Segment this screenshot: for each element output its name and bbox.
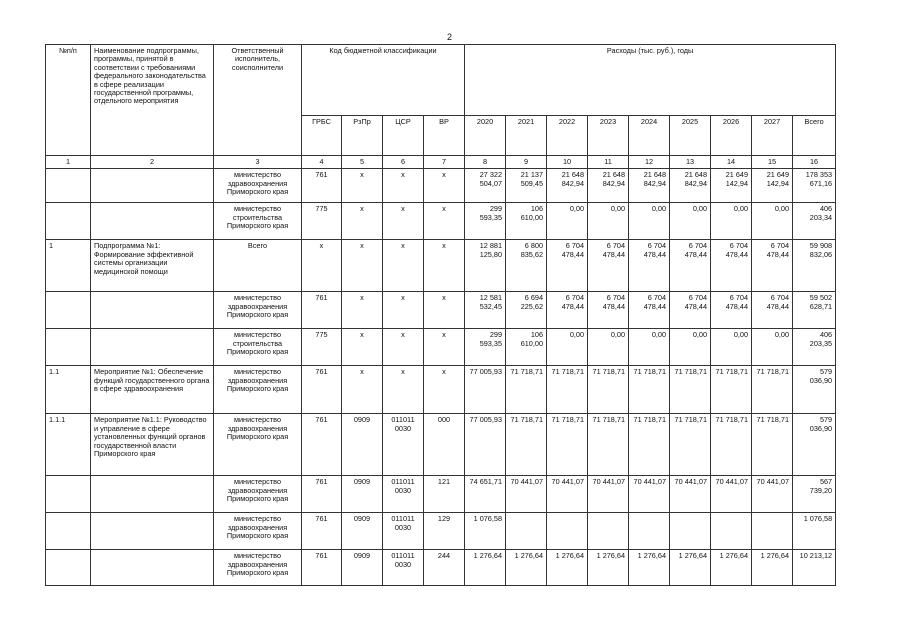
year-value: 299 593,35 [465, 203, 506, 240]
header-year: 2022 [547, 116, 588, 156]
row-name [91, 476, 214, 513]
row-name [91, 513, 214, 550]
total-value: 579 036,90 [793, 366, 836, 414]
row-number: 1 [46, 240, 91, 292]
year-value: 70 441,07 [711, 476, 752, 513]
table-row [46, 240, 836, 292]
header-spend-group: Расходы (тыс. руб.), годы [465, 45, 836, 116]
year-value: 1 276,64 [752, 550, 793, 586]
year-value: 6 704 478,44 [547, 240, 588, 292]
header-total: Всего [793, 116, 836, 156]
year-value: 0,00 [752, 329, 793, 366]
total-value: 1 076,58 [793, 513, 836, 550]
header-executor: Ответственный исполнитель, соисполнители [214, 45, 302, 156]
year-value: 1 276,64 [711, 550, 752, 586]
year-value: 71 718,71 [506, 414, 547, 476]
row-name [91, 292, 214, 329]
year-value: 21 648 842,94 [547, 169, 588, 203]
column-number: 4 [302, 156, 342, 169]
year-value: 6 704 478,44 [711, 292, 752, 329]
year-value: 70 441,07 [506, 476, 547, 513]
year-value: 0,00 [752, 203, 793, 240]
table-row [46, 513, 836, 550]
column-number: 9 [506, 156, 547, 169]
year-value: 0,00 [547, 203, 588, 240]
year-value: 74 651,71 [465, 476, 506, 513]
code-vr: x [424, 169, 465, 203]
year-value [752, 513, 793, 550]
year-value: 6 704 478,44 [588, 240, 629, 292]
row-executor: министерство строительства Приморского края [214, 203, 302, 240]
code-vr: x [424, 366, 465, 414]
year-value: 6 704 478,44 [629, 292, 670, 329]
column-number: 7 [424, 156, 465, 169]
column-number: 1 [46, 156, 91, 169]
header-year: 2025 [670, 116, 711, 156]
code-rzpr: x [342, 240, 383, 292]
row-number [46, 169, 91, 203]
row-executor: министерство здравоохранения Приморского края [214, 292, 302, 329]
row-number [46, 550, 91, 586]
code-vr: 121 [424, 476, 465, 513]
code-rzpr: 0909 [342, 513, 383, 550]
header-name: Наименование подпрограммы, программы, принятой в соответствии с требованиями федерального законодательства в сфере реализации государственной программы, отдельного мероприятия [91, 45, 214, 156]
row-number [46, 476, 91, 513]
row-name: Подпрограмма №1: Формирование эффективной системы организации медицинской помощи [91, 240, 214, 292]
year-value: 1 276,64 [588, 550, 629, 586]
code-csr: x [383, 169, 424, 203]
code-vr: 244 [424, 550, 465, 586]
row-name: Мероприятие №1.1: Руководство и управление в сфере установленных функций органов государственной власти Приморского края [91, 414, 214, 476]
year-value: 0,00 [588, 329, 629, 366]
year-value: 71 718,71 [506, 366, 547, 414]
year-value: 0,00 [670, 329, 711, 366]
year-value: 6 704 478,44 [670, 292, 711, 329]
year-value: 1 276,64 [506, 550, 547, 586]
row-name [91, 169, 214, 203]
header-code-csr: ЦСР [383, 116, 424, 156]
total-value: 406 203,35 [793, 329, 836, 366]
code-rzpr: x [342, 366, 383, 414]
year-value: 21 648 842,94 [670, 169, 711, 203]
year-value: 6 694 225,62 [506, 292, 547, 329]
table-row [46, 476, 836, 513]
column-number: 6 [383, 156, 424, 169]
row-number [46, 513, 91, 550]
total-value: 59 502 628,71 [793, 292, 836, 329]
code-csr: x [383, 329, 424, 366]
year-value: 71 718,71 [711, 414, 752, 476]
code-rzpr: 0909 [342, 550, 383, 586]
column-number: 2 [91, 156, 214, 169]
row-executor: министерство здравоохранения Приморского края [214, 169, 302, 203]
year-value: 77 005,93 [465, 414, 506, 476]
year-value: 6 704 478,44 [711, 240, 752, 292]
code-csr: 011011 0030 [383, 513, 424, 550]
row-number [46, 292, 91, 329]
column-number: 15 [752, 156, 793, 169]
header-year: 2023 [588, 116, 629, 156]
year-value: 0,00 [670, 203, 711, 240]
year-value: 6 704 478,44 [670, 240, 711, 292]
year-value: 1 276,64 [465, 550, 506, 586]
budget-table [45, 44, 836, 586]
column-number: 8 [465, 156, 506, 169]
year-value: 27 322 504,07 [465, 169, 506, 203]
code-csr: x [383, 203, 424, 240]
code-grbs: x [302, 240, 342, 292]
total-value: 59 908 832,06 [793, 240, 836, 292]
code-vr: x [424, 329, 465, 366]
code-csr: 011011 0030 [383, 550, 424, 586]
year-value: 12 581 532,45 [465, 292, 506, 329]
total-value: 579 036,90 [793, 414, 836, 476]
year-value: 106 610,00 [506, 203, 547, 240]
year-value: 71 718,71 [547, 366, 588, 414]
column-number: 5 [342, 156, 383, 169]
year-value: 21 648 842,94 [629, 169, 670, 203]
column-number: 16 [793, 156, 836, 169]
year-value: 71 718,71 [547, 414, 588, 476]
year-value: 70 441,07 [588, 476, 629, 513]
year-value: 0,00 [588, 203, 629, 240]
year-value: 77 005,93 [465, 366, 506, 414]
header-year: 2020 [465, 116, 506, 156]
total-value: 567 739,20 [793, 476, 836, 513]
year-value: 1 076,58 [465, 513, 506, 550]
table-row [46, 169, 836, 203]
year-value: 0,00 [711, 203, 752, 240]
row-name: Мероприятие №1: Обеспечение функций государственного органа в сфере здравоохранения [91, 366, 214, 414]
year-value: 0,00 [711, 329, 752, 366]
year-value: 71 718,71 [588, 414, 629, 476]
year-value: 71 718,71 [588, 366, 629, 414]
year-value: 6 704 478,44 [752, 292, 793, 329]
table-row [46, 292, 836, 329]
year-value: 70 441,07 [547, 476, 588, 513]
year-value: 71 718,71 [670, 366, 711, 414]
column-number: 13 [670, 156, 711, 169]
year-value: 106 610,00 [506, 329, 547, 366]
column-number: 3 [214, 156, 302, 169]
row-executor: министерство здравоохранения Приморского края [214, 476, 302, 513]
year-value: 70 441,07 [752, 476, 793, 513]
year-value: 71 718,71 [629, 366, 670, 414]
row-name [91, 203, 214, 240]
year-value: 71 718,71 [711, 366, 752, 414]
row-executor: министерство здравоохранения Приморского края [214, 414, 302, 476]
year-value [711, 513, 752, 550]
year-value [506, 513, 547, 550]
row-executor: министерство здравоохранения Приморского края [214, 513, 302, 550]
header-code-grbs: ГРБС [302, 116, 342, 156]
code-rzpr: x [342, 169, 383, 203]
code-grbs: 761 [302, 550, 342, 586]
header-num: №п/п [46, 45, 91, 156]
code-grbs: 761 [302, 513, 342, 550]
year-value: 71 718,71 [752, 366, 793, 414]
code-vr: x [424, 292, 465, 329]
code-csr: 011011 0030 [383, 414, 424, 476]
code-grbs: 761 [302, 169, 342, 203]
code-rzpr: x [342, 292, 383, 329]
row-executor: министерство здравоохранения Приморского края [214, 550, 302, 586]
header-code-group: Код бюджетной классификации [302, 45, 465, 116]
row-executor: Всего [214, 240, 302, 292]
column-number: 14 [711, 156, 752, 169]
code-vr: 000 [424, 414, 465, 476]
year-value: 12 881 125,80 [465, 240, 506, 292]
year-value: 6 704 478,44 [752, 240, 793, 292]
year-value: 70 441,07 [670, 476, 711, 513]
code-rzpr: 0909 [342, 414, 383, 476]
code-csr: x [383, 366, 424, 414]
header-code-rzpr: РзПр [342, 116, 383, 156]
year-value: 0,00 [547, 329, 588, 366]
row-number [46, 203, 91, 240]
year-value: 21 648 842,94 [588, 169, 629, 203]
year-value [629, 513, 670, 550]
year-value: 0,00 [629, 329, 670, 366]
header-year: 2026 [711, 116, 752, 156]
code-csr: 011011 0030 [383, 476, 424, 513]
code-rzpr: x [342, 203, 383, 240]
year-value: 6 704 478,44 [629, 240, 670, 292]
column-number: 11 [588, 156, 629, 169]
page-number: 2 [447, 32, 453, 42]
header-year: 2027 [752, 116, 793, 156]
code-rzpr: x [342, 329, 383, 366]
total-value: 10 213,12 [793, 550, 836, 586]
code-rzpr: 0909 [342, 476, 383, 513]
year-value: 6 704 478,44 [547, 292, 588, 329]
code-csr: x [383, 240, 424, 292]
code-vr: x [424, 203, 465, 240]
row-executor: министерство строительства Приморского края [214, 329, 302, 366]
code-grbs: 775 [302, 203, 342, 240]
code-csr: x [383, 292, 424, 329]
total-value: 178 353 671,16 [793, 169, 836, 203]
header-year: 2024 [629, 116, 670, 156]
year-value [588, 513, 629, 550]
row-name [91, 550, 214, 586]
row-number [46, 329, 91, 366]
header-year: 2021 [506, 116, 547, 156]
table-row [46, 203, 836, 240]
code-grbs: 761 [302, 292, 342, 329]
year-value: 71 718,71 [629, 414, 670, 476]
year-value: 6 704 478,44 [588, 292, 629, 329]
code-grbs: 775 [302, 329, 342, 366]
header-code-vr: ВР [424, 116, 465, 156]
year-value: 21 137 509,45 [506, 169, 547, 203]
year-value: 71 718,71 [670, 414, 711, 476]
year-value: 71 718,71 [752, 414, 793, 476]
year-value: 1 276,64 [670, 550, 711, 586]
table-row [46, 366, 836, 414]
year-value: 299 593,35 [465, 329, 506, 366]
year-value [670, 513, 711, 550]
year-value: 1 276,64 [629, 550, 670, 586]
column-number: 12 [629, 156, 670, 169]
row-name [91, 329, 214, 366]
year-value: 1 276,64 [547, 550, 588, 586]
year-value: 70 441,07 [629, 476, 670, 513]
year-value: 21 649 142,94 [711, 169, 752, 203]
year-value: 6 800 835,62 [506, 240, 547, 292]
column-number: 10 [547, 156, 588, 169]
year-value [547, 513, 588, 550]
code-vr: 129 [424, 513, 465, 550]
code-grbs: 761 [302, 366, 342, 414]
total-value: 406 203,34 [793, 203, 836, 240]
table-row [46, 550, 836, 586]
code-grbs: 761 [302, 476, 342, 513]
table-row [46, 329, 836, 366]
row-number: 1.1 [46, 366, 91, 414]
row-number: 1.1.1 [46, 414, 91, 476]
year-value: 21 649 142,94 [752, 169, 793, 203]
table-row [46, 414, 836, 476]
code-grbs: 761 [302, 414, 342, 476]
year-value: 0,00 [629, 203, 670, 240]
row-executor: министерство здравоохранения Приморского края [214, 366, 302, 414]
code-vr: x [424, 240, 465, 292]
